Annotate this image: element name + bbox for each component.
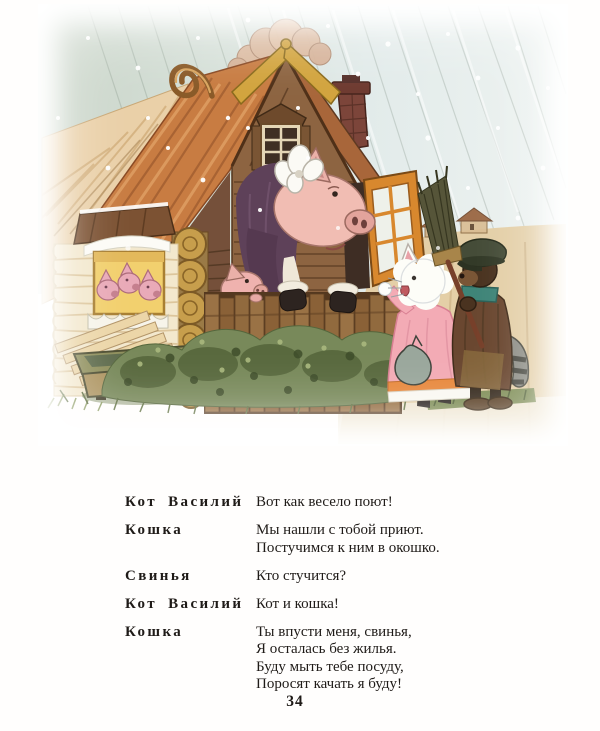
dialogue-line: Кто стучится? [256, 567, 347, 584]
dialogue-line: Кот и кошка! [256, 595, 339, 612]
dialogue-row [125, 596, 555, 614]
dialogue-line: Мы нашли с тобой приют. [256, 522, 424, 538]
dialogue-line: Поросят качать я буду! [256, 676, 403, 692]
dialogue-row [125, 494, 555, 512]
dialogue-line: Вот как весело поют! [256, 494, 393, 510]
book-illustration [38, 4, 568, 446]
speaker-name: Кошка [125, 522, 184, 538]
dialogue-row [125, 624, 555, 694]
book-illustration-frame [38, 4, 568, 446]
dialogue-line: Буду мыть тебе посуду, [256, 658, 404, 675]
white-cat-paw [379, 283, 392, 296]
page-number: 34 [286, 693, 304, 710]
dialogue-row [125, 568, 555, 586]
dialogue-block [125, 494, 555, 704]
speaker-name: Кот Василий [125, 595, 244, 612]
speaker-name: Свинья [125, 567, 192, 584]
speaker-name: Кот Василий [125, 494, 244, 510]
speaker-name: Кошка [125, 623, 184, 640]
dialogue-line: Ты впусти меня, свинья, [256, 623, 412, 640]
dialogue-line: Постучимся к ним в окошко. [256, 539, 440, 556]
dialogue-row [125, 522, 555, 557]
dialogue-line: Я осталась без жилья. [256, 641, 397, 657]
